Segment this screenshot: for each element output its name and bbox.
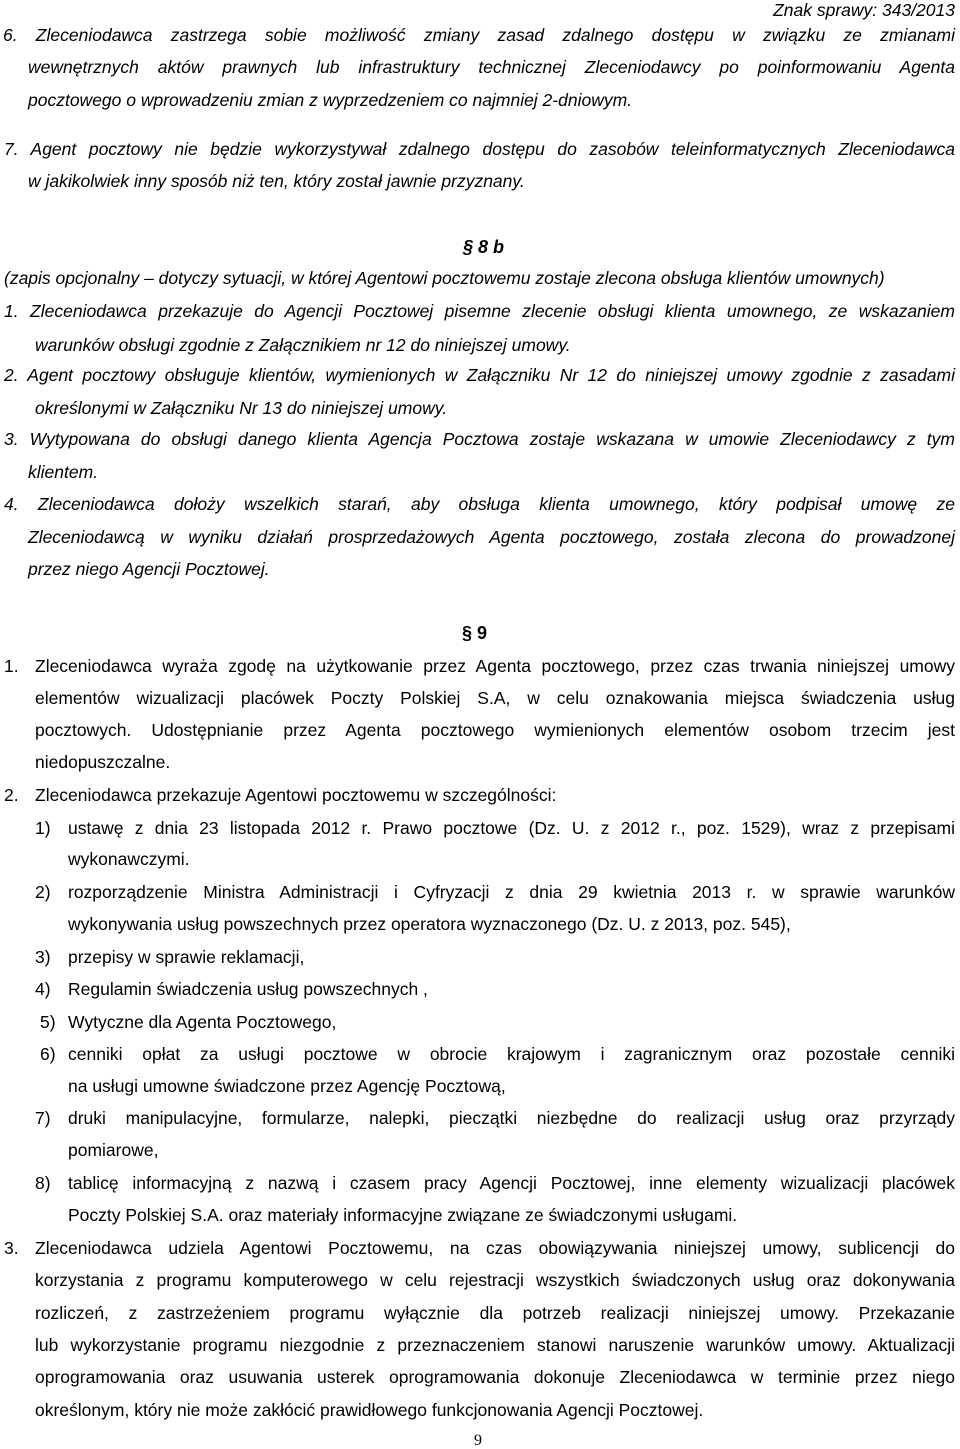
s9-item4-number: 4)	[35, 979, 51, 999]
s9-item7-line-1: druki manipulacyjne, formularze, nalepki, pieczątki niezbędne do realizacji usług oraz przyrządy	[68, 1108, 955, 1128]
s9-item3-line-1: przepisy w sprawie reklamacji,	[68, 947, 305, 967]
s9-item3-number: 3)	[35, 947, 51, 967]
s9-p1-line-3: pocztowych. Udostępnianie przez Agenta pocztowego wymienionych elementów osobom trzecim jest	[35, 720, 955, 740]
s9-item8-line-1: tablicę informacyjną z nazwą i czasem pracy Agencji Pocztowej, inne elementy wizualizacji placówek	[68, 1173, 955, 1193]
s9-item8-line-2: Poczty Polskiej S.A. oraz materiały informacyjne związane ze świadczonymi usługami.	[68, 1205, 738, 1225]
section-8b-heading: § 8 b	[463, 237, 505, 257]
s8b-item4-line-3: przez niego Agencji Pocztowej.	[28, 559, 270, 579]
s9-p3-line-2: korzystania z programu komputerowego w celu rejestracji wszystkich świadczonych usług oraz dokonywania	[35, 1270, 955, 1290]
s8b-item2-line-2: określonymi w Załączniku Nr 13 do niniejszej umowy.	[35, 398, 448, 418]
s9-item6-line-1: cenniki opłat za usługi pocztowe w obrocie krajowym i zagranicznym oraz pozostałe cenniki	[68, 1044, 955, 1064]
s9-p3-line-5: oprogramowania oraz usuwania usterek oprogramowania dokonuje Zleceniodawca w terminie przez niego	[35, 1367, 955, 1387]
case-number: Znak sprawy: 343/2013	[773, 0, 955, 20]
s8b-item1-line-1: 1. Zleceniodawca przekazuje do Agencji Pocztowej pisemne zlecenie obsługi klienta umownego, ze wskazaniem	[4, 301, 955, 321]
s9-item1-line-1: ustawę z dnia 23 listopada 2012 r. Prawo pocztowe (Dz. U. z 2012 r., poz. 1529), wraz z przepisami	[68, 818, 955, 838]
s9-item5-line-1: Wytyczne dla Agenta Pocztowego,	[68, 1012, 337, 1032]
s8b-item2-line-1: 2. Agent pocztowy obsługuje klientów, wymienionych w Załączniku Nr 12 do niniejszej umowy zgodnie z zasadami	[4, 365, 955, 385]
s9-item5-number: 5)	[40, 1012, 56, 1032]
section-9-heading: § 9	[462, 623, 488, 643]
s9-p3-line-4: lub wykorzystanie programu niezgodnie z przeznaczeniem stanowi naruszenie warunków umowy. Aktualizacji	[35, 1335, 955, 1355]
s9-item4-line-1: Regulamin świadczenia usług powszechnych ,	[68, 979, 428, 999]
s9-p2-line-1: Zleceniodawca przekazuje Agentowi pocztowemu w szczególności:	[35, 785, 557, 805]
s9-item7-number: 7)	[35, 1108, 51, 1128]
p6-line-3: pocztowego o wprowadzeniu zmian z wyprzedzeniem co najmniej 2-dniowym.	[28, 90, 633, 110]
s9-item6-line-2: na usługi umowne świadczone przez Agencję Pocztową,	[68, 1076, 506, 1096]
s9-p2-number: 2.	[4, 785, 19, 805]
s9-p3-line-6: określonym, który nie może zakłócić prawidłowego funkcjonowania Agencji Pocztowej.	[35, 1400, 704, 1420]
s9-item8-number: 8)	[35, 1173, 51, 1193]
s9-p1-number: 1.	[4, 656, 19, 676]
s9-p3-line-3: rozliczeń, z zastrzeżeniem programu wyłącznie dla potrzeb realizacji niniejszej umowy. Przekazanie	[35, 1303, 955, 1323]
s9-item6-number: 6)	[40, 1044, 56, 1064]
s9-item1-number: 1)	[35, 818, 51, 838]
s8b-item4-line-2: Zleceniodawcą w wyniku działań prosprzedażowych Agenta pocztowego, została zlecona do prowadzonej	[28, 527, 955, 547]
s8b-item3-line-1: 3. Wytypowana do obsługi danego klienta Agencja Pocztowa zostaje wskazana w umowie Zleceniodawcy z tym	[4, 429, 955, 449]
p7-line-2: w jakikolwiek inny sposób niż ten, który został jawnie przyznany.	[28, 171, 525, 191]
s9-item2-number: 2)	[35, 882, 51, 902]
s8b-item3-line-2: klientem.	[28, 462, 99, 482]
s9-p1-line-1: Zleceniodawca wyraża zgodę na użytkowanie przez Agenta pocztowego, przez czas trwania niniejszej umowy	[35, 656, 955, 676]
s9-p1-line-2: elementów wizualizacji placówek Poczty Polskiej S.A, w celu oznakowania miejsca świadczenia usług	[35, 688, 955, 708]
section-8b-note: (zapis opcjonalny – dotyczy sytuacji, w której Agentowi pocztowemu zostaje zlecona obsługa klientów umownych)	[4, 268, 885, 288]
s9-item2-line-2: wykonywania usług powszechnych przez operatora wyznaczonego (Dz. U. z 2013, poz. 545),	[68, 914, 791, 934]
s8b-item4-line-1: 4. Zleceniodawca dołoży wszelkich starań, aby obsługa klienta umownego, który podpisał umowę ze	[4, 494, 955, 514]
page-number: 9	[474, 1432, 482, 1449]
s9-p3-number: 3.	[4, 1238, 19, 1258]
s8b-item1-line-2: warunków obsługi zgodnie z Załącznikiem nr 12 do niniejszej umowy.	[35, 335, 571, 355]
s9-item1-line-2: wykonawczymi.	[68, 849, 190, 869]
p6-line-2: wewnętrznych aktów prawnych lub infrastruktury technicznej Zleceniodawcy po poinformowaniu Agenta	[28, 57, 955, 77]
p6-line-1: 6. Zleceniodawca zastrzega sobie możliwość zmiany zasad zdalnego dostępu w związku ze zmianami	[3, 25, 955, 45]
p7-line-1: 7. Agent pocztowy nie będzie wykorzystywał zdalnego dostępu do zasobów teleinformatycznych Zleceniodawca	[4, 139, 955, 159]
s9-p1-line-4: niedopuszczalne.	[35, 752, 171, 772]
s9-item7-line-2: pomiarowe,	[68, 1140, 159, 1160]
s9-item2-line-1: rozporządzenie Ministra Administracji i Cyfryzacji z dnia 29 kwietnia 2013 r. w sprawie warunków	[68, 882, 955, 902]
s9-p3-line-1: Zleceniodawca udziela Agentowi Pocztowemu, na czas obowiązywania niniejszej umowy, sublicencji do	[35, 1238, 955, 1258]
